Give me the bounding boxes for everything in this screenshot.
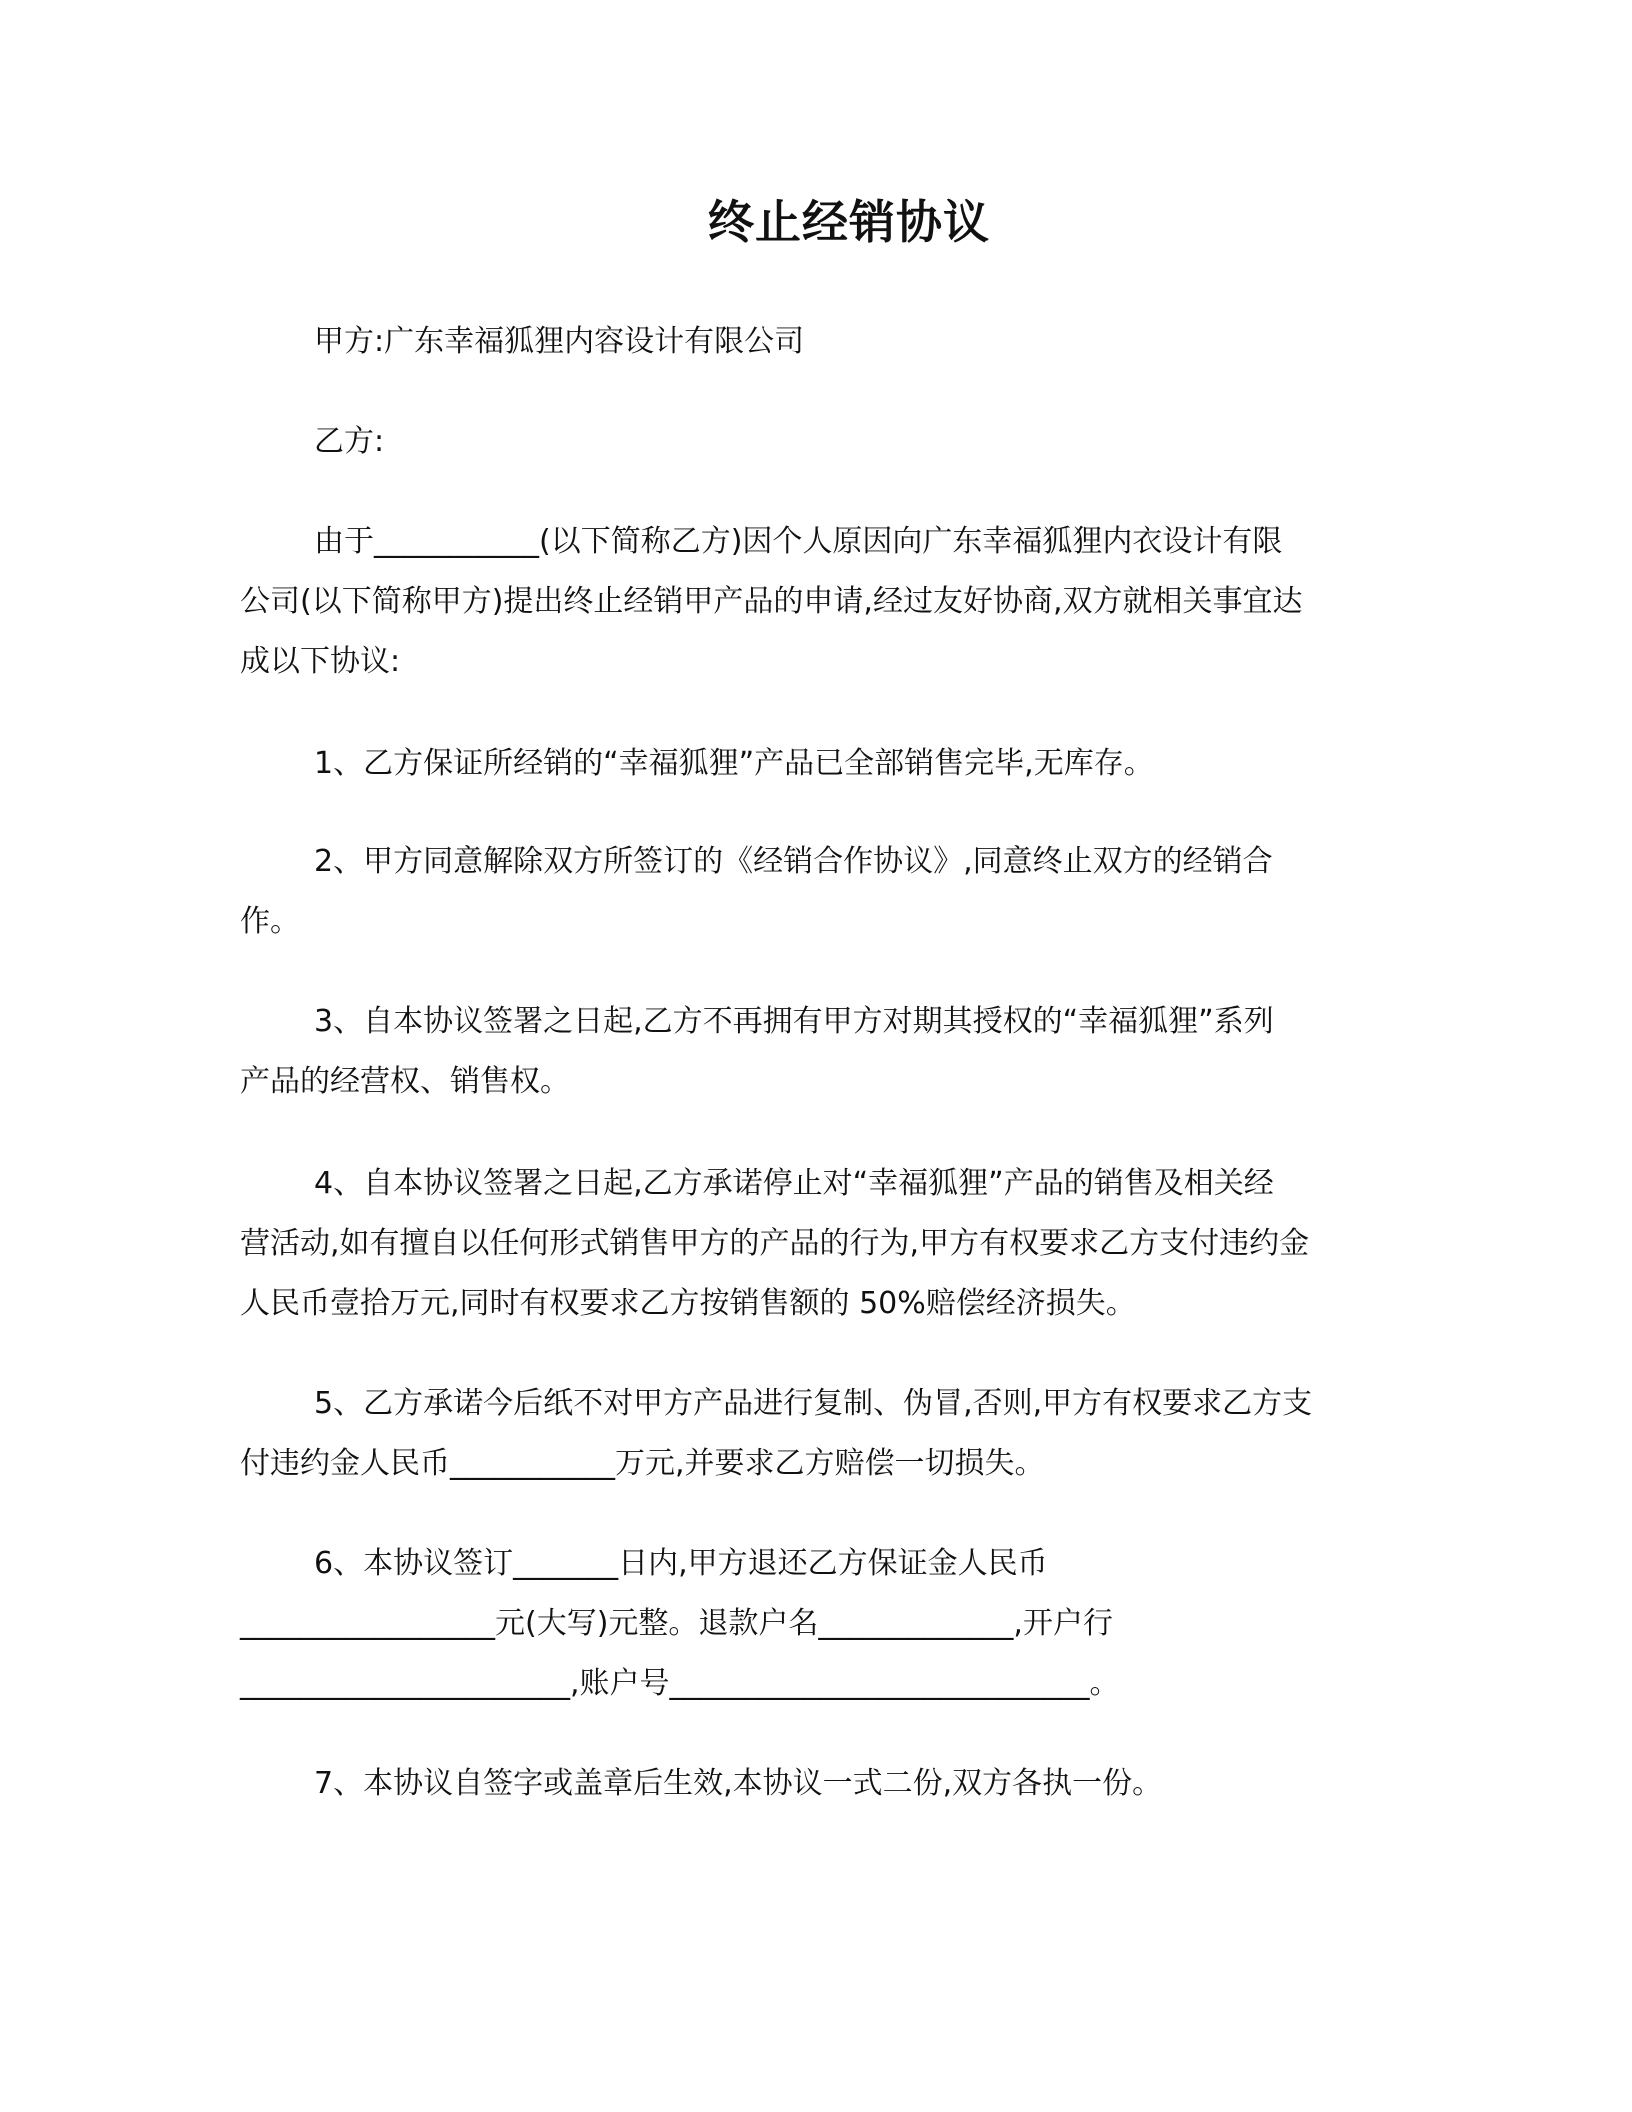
party-b-line: 乙方: bbox=[314, 424, 385, 459]
clause-3-line-2: 产品的经营权、销售权。 bbox=[240, 1064, 570, 1099]
clause-3-line-1: 3、自本协议签署之日起,乙方不再拥有甲方对期其授权的“幸福狐狸”系列 bbox=[314, 1004, 1274, 1039]
party-a-line: 甲方:广东幸福狐狸内容设计有限公司 bbox=[314, 324, 805, 359]
clause-5-line-2: 付违约金人民币___________万元,并要求乙方赔偿一切损失。 bbox=[240, 1446, 1045, 1481]
clause-6-line-2: _________________元(大写)元整。退款户名_____________,开户行 bbox=[240, 1606, 1113, 1641]
clause-7-line-1: 7、本协议自签字或盖章后生效,本协议一式二份,双方各执一份。 bbox=[314, 1766, 1163, 1801]
clause-2-line-2: 作。 bbox=[240, 904, 300, 939]
clause-1-line-1: 1、乙方保证所经销的“幸福狐狸”产品已全部销售完毕,无库存。 bbox=[314, 746, 1154, 781]
clause-4-line-2: 营活动,如有擅自以任何形式销售甲方的产品的行为,甲方有权要求乙方支付违约金 bbox=[240, 1226, 1310, 1261]
intro-line-2: 公司(以下简称甲方)提出终止经销甲产品的申请,经过友好协商,双方就相关事宜达 bbox=[240, 584, 1303, 619]
clause-5-line-1: 5、乙方承诺今后纸不对甲方产品进行复制、伪冒,否则,甲方有权要求乙方支 bbox=[314, 1386, 1313, 1421]
clause-4-line-3: 人民币壹拾万元,同时有权要求乙方按销售额的 50%赔偿经济损失。 bbox=[240, 1286, 1136, 1321]
document-title: 终止经销协议 bbox=[708, 195, 990, 249]
intro-line-1: 由于___________(以下简称乙方)因个人原因向广东幸福狐狸内衣设计有限 bbox=[314, 524, 1283, 559]
clause-4-line-1: 4、自本协议签署之日起,乙方承诺停止对“幸福狐狸”产品的销售及相关经 bbox=[314, 1166, 1274, 1201]
clause-6-line-1: 6、本协议签订_______日内,甲方退还乙方保证金人民币 bbox=[314, 1546, 1048, 1581]
clause-2-line-1: 2、甲方同意解除双方所签订的《经销合作协议》,同意终止双方的经销合 bbox=[314, 844, 1273, 879]
clause-6-line-3: ______________________,账户号____________________________。 bbox=[240, 1666, 1120, 1701]
intro-line-3: 成以下协议: bbox=[240, 644, 401, 679]
